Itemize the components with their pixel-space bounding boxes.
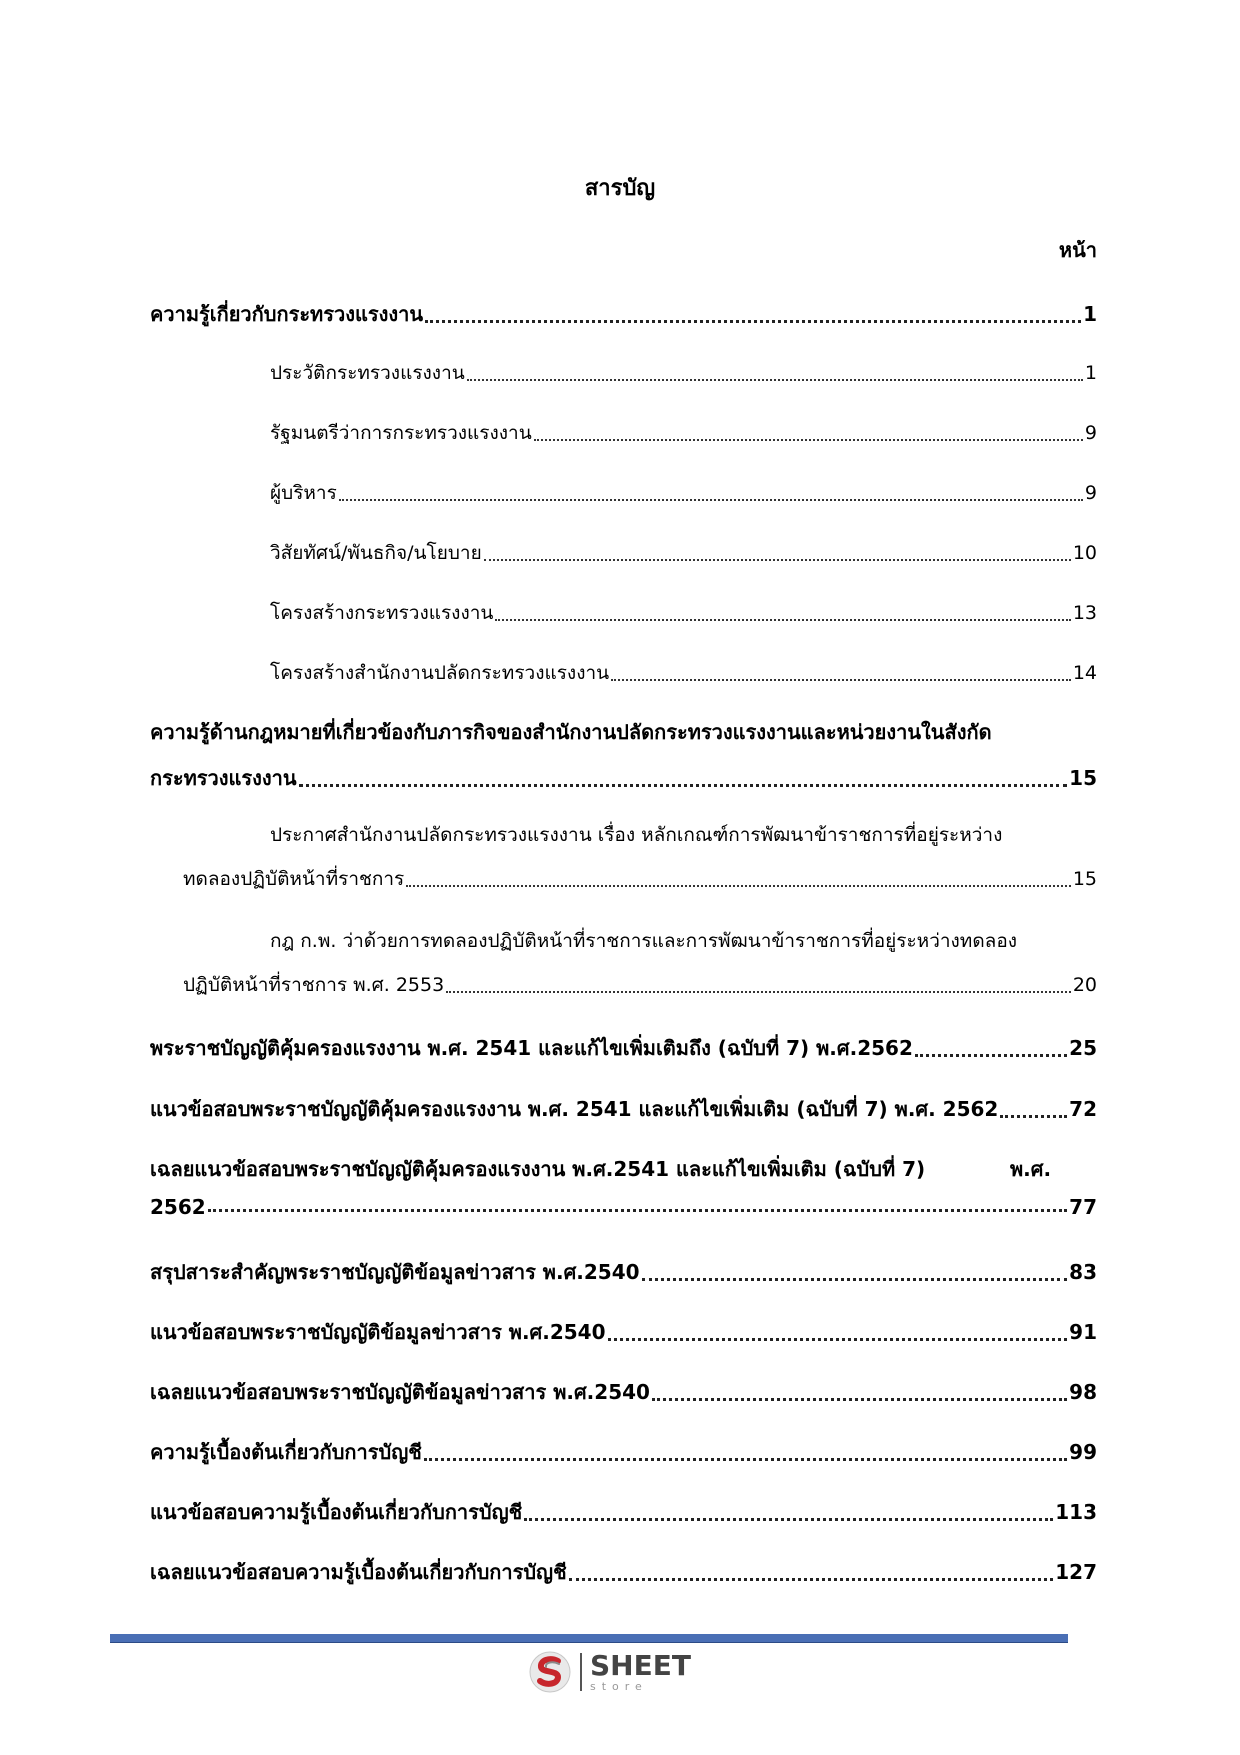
toc-entry-title: ประวัติกระทรวงแรงงาน [270,362,465,384]
leader-dots [424,1457,1067,1461]
leader-dots [446,990,1071,993]
toc-entry-title-line2: 2562 [150,1195,206,1219]
toc-entry[interactable] [150,1376,1097,1408]
toc-entry[interactable] [150,762,1097,794]
toc-entry-page: 13 [1072,602,1097,624]
leader-dots [484,558,1071,561]
toc-entry-title-line1[interactable]: ประกาศสำนักงานปลัดกระทรวงแรงงาน เรื่อง หลักเกณฑ์การพัฒนาข้าราชการที่อยู่ระหว่าง [270,824,1003,846]
toc-entry-title-line1-end: พ.ศ. [1010,1157,1052,1181]
toc-entry-page: 25 [1069,1036,1097,1060]
page-title: สารบัญ [584,176,656,201]
toc-entry-page: 72 [1069,1097,1097,1121]
toc-entry[interactable] [270,598,1097,628]
toc-entry[interactable] [150,298,1097,330]
leader-dots [495,618,1070,621]
toc-entry[interactable] [150,1436,1097,1468]
toc-entry-page: 1 [1083,302,1097,326]
toc-entry-title: วิสัยทัศน์/พันธกิจ/นโยบาย [270,542,482,564]
toc-entry[interactable] [270,418,1097,448]
toc-entry-page: 15 [1069,766,1097,790]
toc-entry-title: เฉลยแนวข้อสอบความรู้เบื้องต้นเกี่ยวกับการบัญชี [150,1560,567,1584]
toc-entry-page: 83 [1069,1260,1097,1284]
toc-entry-page: 9 [1084,482,1097,504]
page-column-label: หน้า [1058,238,1097,262]
toc-entry-page: 77 [1069,1195,1097,1219]
toc-entry-title-line2: ทดลองปฏิบัติหน้าที่ราชการ [183,868,405,890]
toc-entry-title: โครงสร้างสำนักงานปลัดกระทรวงแรงงาน [270,662,610,684]
toc-entry-page: 98 [1069,1380,1097,1404]
toc-entry[interactable] [150,1496,1097,1528]
toc-entry-page: 14 [1072,662,1097,684]
leader-dots [534,438,1083,441]
toc-entry-page: 1 [1084,362,1097,384]
toc-entry-title: ความรู้เกี่ยวกับกระทรวงแรงงาน [150,302,424,326]
logo-divider [580,1653,582,1691]
toc-entry-page: 99 [1069,1440,1097,1464]
toc-entry[interactable] [270,658,1097,688]
logo-word: SHEET [590,1649,691,1682]
toc-entry[interactable] [150,1556,1097,1588]
toc-entry-title: โครงสร้างกระทรวงแรงงาน [270,602,494,624]
toc-entry[interactable] [150,1316,1097,1348]
sheet-store-logo-icon [528,1650,572,1694]
leader-dots [569,1577,1054,1581]
toc-entry[interactable] [270,358,1097,388]
toc-entry[interactable] [270,478,1097,508]
toc-entry-page: 127 [1055,1560,1097,1584]
toc-entry[interactable] [270,538,1097,568]
leader-dots [208,1208,1067,1212]
toc-entry[interactable] [150,1032,1097,1064]
toc-entry-page: 10 [1072,542,1097,564]
toc-entry-title-line2: กระทรวงแรงงาน [150,766,297,790]
leader-dots [524,1517,1053,1521]
toc-entry[interactable] [183,864,1097,894]
toc-entry-title: แนวข้อสอบความรู้เบื้องต้นเกี่ยวกับการบัญชี [150,1500,523,1524]
toc-entry-page: 15 [1072,868,1097,890]
toc-entry-page: 9 [1084,422,1097,444]
leader-dots [608,1337,1068,1341]
toc-entry-title: รัฐมนตรีว่าการกระทรวงแรงงาน [270,422,532,444]
toc-entry-page: 113 [1055,1500,1097,1524]
toc-entry-page: 91 [1069,1320,1097,1344]
toc-entry-title: แนวข้อสอบพระราชบัญญัติข้อมูลข่าวสาร พ.ศ.2540 [150,1320,606,1344]
toc-entry-page: 20 [1072,974,1097,996]
toc-entry[interactable] [150,1256,1097,1288]
footer-rule [110,1634,1068,1643]
logo-subword: store [590,1680,648,1693]
toc-entry-title: พระราชบัญญัติคุ้มครองแรงงาน พ.ศ. 2541 และแก้ไขเพิ่มเติมถึง (ฉบับที่ 7) พ.ศ.2562 [150,1036,913,1060]
toc-entry[interactable] [150,1195,1097,1219]
leader-dots [299,783,1068,787]
toc-entry-title: ผู้บริหาร [270,482,337,504]
toc-entry-title: เฉลยแนวข้อสอบพระราชบัญญัติข้อมูลข่าวสาร พ.ศ.2540 [150,1380,650,1404]
leader-dots [406,884,1071,887]
toc-entry-title-line1[interactable]: ความรู้ด้านกฎหมายที่เกี่ยวข้องกับภารกิจของสำนักงานปลัดกระทรวงแรงงานและหน่วยงานในสังกัด [150,720,992,744]
toc-entry-title: ความรู้เบื้องต้นเกี่ยวกับการบัญชี [150,1440,422,1464]
toc-entry-title-line1[interactable]: กฎ ก.พ. ว่าด้วยการทดลองปฏิบัติหน้าที่ราชการและการพัฒนาข้าราชการที่อยู่ระหว่างทดลอง [270,930,1018,952]
leader-dots [915,1053,1067,1057]
toc-entry[interactable] [150,1093,1097,1125]
brand-logo [528,1648,691,1696]
toc-entry-title-line2: ปฏิบัติหน้าที่ราชการ พ.ศ. 2553 [183,974,445,996]
toc-entry-title: สรุปสาระสำคัญพระราชบัญญัติข้อมูลข่าวสาร พ.ศ.2540 [150,1260,640,1284]
leader-dots [1000,1114,1067,1118]
leader-dots [642,1277,1068,1281]
toc-entry[interactable] [183,970,1097,1000]
leader-dots [611,678,1071,681]
leader-dots [339,498,1083,501]
toc-entry-title-line1[interactable]: เฉลยแนวข้อสอบพระราชบัญญัติคุ้มครองแรงงาน พ.ศ.2541 และแก้ไขเพิ่มเติม (ฉบับที่ 7) [150,1157,926,1181]
leader-dots [425,319,1081,323]
leader-dots [652,1397,1067,1401]
toc-entry-title: แนวข้อสอบพระราชบัญญัติคุ้มครองแรงงาน พ.ศ. 2541 และแก้ไขเพิ่มเติม (ฉบับที่ 7) พ.ศ. 2562 [150,1097,999,1121]
leader-dots [467,378,1083,381]
